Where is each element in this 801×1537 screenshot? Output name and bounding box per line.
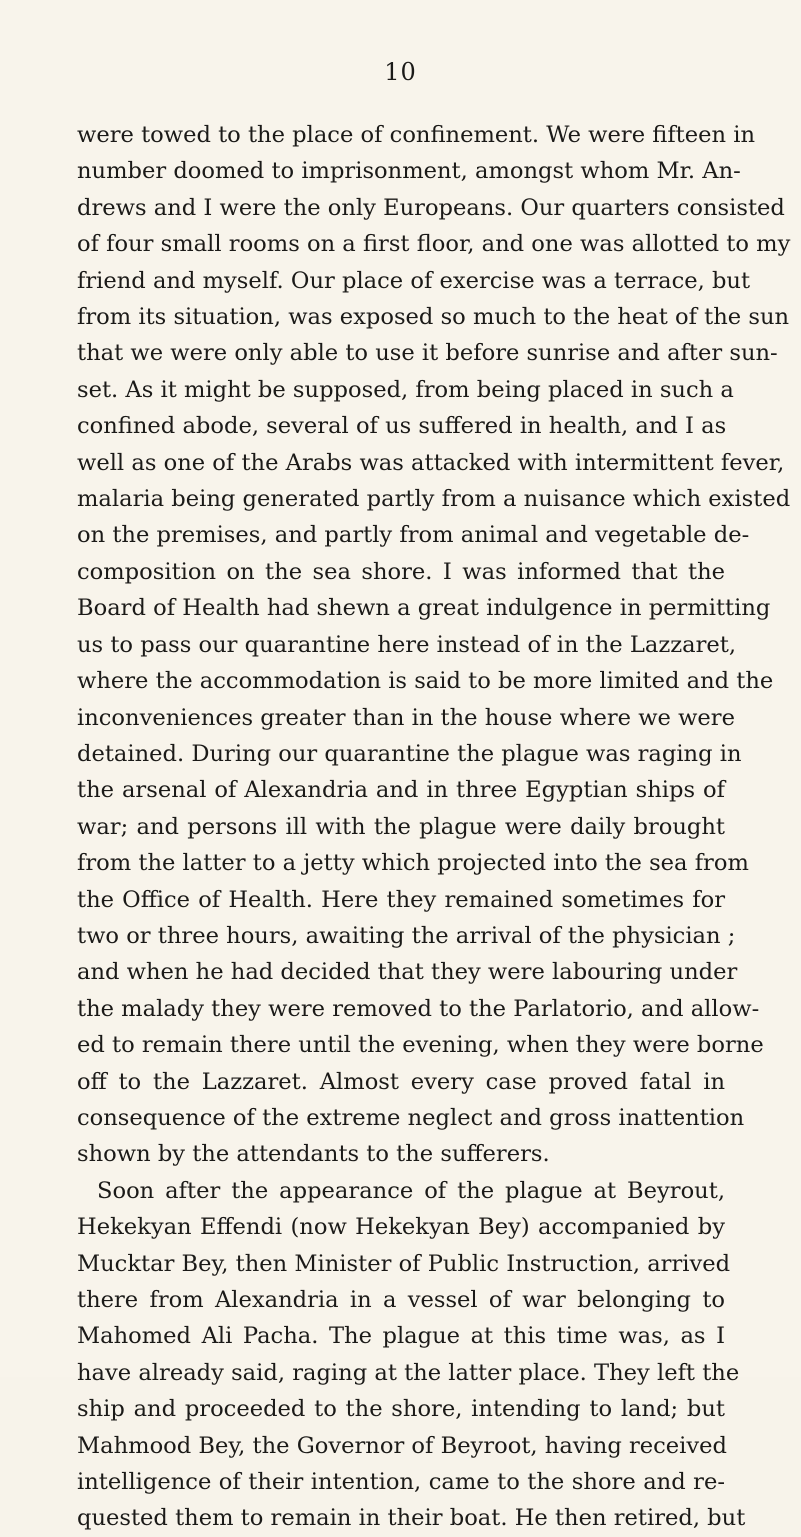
text-line: Mahomed Ali Pacha. The plague at this time was, as I xyxy=(77,1323,725,1350)
text-line: ed to remain there until the evening, when they were borne xyxy=(77,1032,764,1059)
text-line: that we were only able to use it before sunrise and after sun- xyxy=(77,340,778,367)
text-line: drews and I were the only Europeans. Our quarters consisted xyxy=(77,194,785,221)
text-line: shown by the attendants to the sufferers. xyxy=(77,1141,550,1168)
text-line: two or three hours, awaiting the arrival of the physician ; xyxy=(77,922,736,949)
text-line: from its situation, was exposed so much to the heat of the sun xyxy=(77,304,790,331)
text-line: number doomed to imprisonment, amongst whom Mr. An- xyxy=(77,158,741,185)
text-line: well as one of the Arabs was attacked with intermittent fever, xyxy=(77,449,785,476)
text-line: detained. During our quarantine the plague was raging in xyxy=(77,740,742,767)
text-line: the arsenal of Alexandria and in three Egyptian ships of xyxy=(77,777,725,804)
text-line: were towed to the place of confinement. We were fifteen in xyxy=(77,122,756,148)
text-line: confined abode, several of us suffered in health, and I as xyxy=(77,413,727,440)
text-line: quested them to remain in their boat. He then retired, but xyxy=(77,1505,746,1532)
text-line: there from Alexandria in a vessel of war belonging to xyxy=(77,1287,725,1313)
text-line: malaria being generated partly from a nuisance which existed xyxy=(77,486,791,513)
text-line: composition on the sea shore. I was informed that the xyxy=(77,558,725,585)
text-line: ship and proceeded to the shore, intending to land; but xyxy=(77,1396,725,1423)
text-line: Board of Health had shewn a great indulgence in permitting xyxy=(77,595,771,622)
text-line: Mahmood Bey, the Governor of Beyroot, having received xyxy=(77,1432,727,1459)
text-line: Soon after the appearance of the plague at Beyrout, xyxy=(97,1177,725,1204)
text-line: Mucktar Bey, then Minister of Public Instruction, arrived xyxy=(77,1250,731,1277)
text-line: Hekekyan Effendi (now Hekekyan Bey) accompanied by xyxy=(77,1214,725,1241)
text-line: consequence of the extreme neglect and gross inattention xyxy=(77,1104,745,1131)
body-text xyxy=(77,117,791,1537)
page-number: 10 xyxy=(384,58,417,86)
text-line: the Office of Health. Here they remained sometimes for xyxy=(77,886,725,913)
text-line: war; and persons ill with the plague were daily brought xyxy=(77,813,725,840)
text-line: have already said, raging at the latter place. They left the xyxy=(77,1359,740,1386)
text-line: of four small rooms on a first floor, and one was allotted to my xyxy=(77,231,791,258)
text-line: intelligence of their intention, came to the shore and re- xyxy=(77,1469,725,1496)
text-line: us to pass our quarantine here instead of in the Lazzaret, xyxy=(77,631,737,658)
text-line: and when he had decided that they were labouring under xyxy=(77,959,738,986)
text-line: the malady they were removed to the Parlatorio, and allow- xyxy=(77,995,760,1022)
text-line: from the latter to a jetty which projected into the sea from xyxy=(77,850,749,877)
text-line: where the accommodation is said to be more limited and the xyxy=(77,668,774,695)
text-line: off to the Lazzaret. Almost every case proved fatal in xyxy=(77,1068,725,1095)
text-line: set. As it might be supposed, from being placed in such a xyxy=(77,376,734,403)
text-line: friend and myself. Our place of exercise was a terrace, but xyxy=(77,267,751,294)
text-line: on the premises, and partly from animal and vegetable de- xyxy=(77,522,750,549)
text-line: inconveniences greater than in the house where we were xyxy=(77,704,735,731)
